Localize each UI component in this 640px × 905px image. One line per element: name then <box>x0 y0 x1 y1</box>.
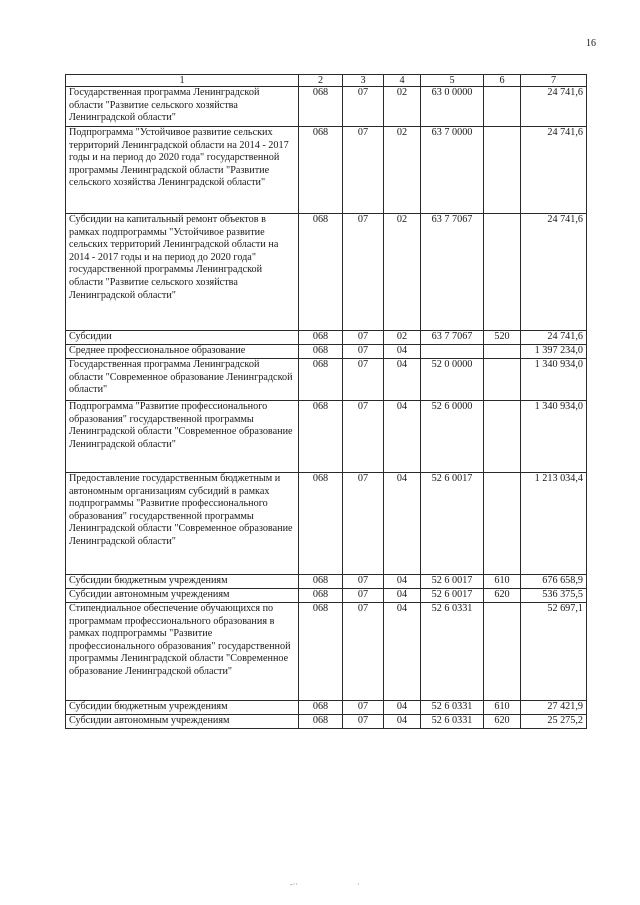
amount: 24 741,6 <box>521 87 587 127</box>
expense-type <box>484 127 521 214</box>
target-article: 52 6 0017 <box>421 575 484 589</box>
column-header: 1 <box>66 75 299 87</box>
section-code: 07 <box>343 127 384 214</box>
table-row <box>66 715 587 729</box>
amount: 24 741,6 <box>521 214 587 331</box>
expense-type <box>484 603 521 701</box>
expense-type <box>484 87 521 127</box>
subsection-code: 04 <box>384 473 421 575</box>
ministry-code: 068 <box>299 331 343 345</box>
ministry-code: 068 <box>299 127 343 214</box>
subsection-code: 02 <box>384 331 421 345</box>
target-article: 63 7 0000 <box>421 127 484 214</box>
column-header: 7 <box>521 75 587 87</box>
table-row <box>66 331 587 345</box>
item-name: Государственная программа Ленинградской области "Развитие сельского хозяйства Ленинградской области" <box>66 87 299 127</box>
header-row <box>66 75 587 87</box>
subsection-code: 02 <box>384 87 421 127</box>
amount: 1 340 934,0 <box>521 359 587 401</box>
item-name: Стипендиальное обеспечение обучающихся по программам профессионального образования в рамках подпрограммы "Развитие профессионального образования" государственной программы Ленинградской области "Современное образование Ленинградской области" <box>66 603 299 701</box>
subsection-code: 02 <box>384 127 421 214</box>
amount: 1 213 034,4 <box>521 473 587 575</box>
target-article: 63 0 0000 <box>421 87 484 127</box>
ministry-code: 068 <box>299 473 343 575</box>
target-article: 52 6 0017 <box>421 473 484 575</box>
amount: 1 397 234,0 <box>521 345 587 359</box>
subsection-code: 04 <box>384 603 421 701</box>
table-row <box>66 359 587 401</box>
table-row <box>66 603 587 701</box>
expense-type <box>484 401 521 473</box>
table-row <box>66 575 587 589</box>
ministry-code: 068 <box>299 359 343 401</box>
item-name: Субсидии на капитальный ремонт объектов в рамках подпрограммы "Устойчивое развитие сельских территорий Ленинградской области на 2014 - 2017 годы и на период до 2020 года" государственной программы Ленинградской области "Развитие сельского хозяйства Ленинградской области" <box>66 214 299 331</box>
column-header: 3 <box>343 75 384 87</box>
section-code: 07 <box>343 603 384 701</box>
table-row <box>66 701 587 715</box>
scan-mark: -·· <box>290 880 298 889</box>
section-code: 07 <box>343 715 384 729</box>
column-header: 4 <box>384 75 421 87</box>
subsection-code: 04 <box>384 589 421 603</box>
table-row <box>66 401 587 473</box>
expense-type: 620 <box>484 715 521 729</box>
expense-type: 620 <box>484 589 521 603</box>
item-name: Субсидии <box>66 331 299 345</box>
target-article: 52 0 0000 <box>421 359 484 401</box>
section-code: 07 <box>343 87 384 127</box>
ministry-code: 068 <box>299 715 343 729</box>
section-code: 07 <box>343 589 384 603</box>
amount: 24 741,6 <box>521 331 587 345</box>
column-header: 5 <box>421 75 484 87</box>
page-number: 16 <box>586 38 596 49</box>
ministry-code: 068 <box>299 701 343 715</box>
item-name: Среднее профессиональное образование <box>66 345 299 359</box>
item-name: Субсидии бюджетным учреждениям <box>66 575 299 589</box>
ministry-code: 068 <box>299 575 343 589</box>
subsection-code: 04 <box>384 715 421 729</box>
ministry-code: 068 <box>299 214 343 331</box>
target-article: 63 7 7067 <box>421 214 484 331</box>
amount: 52 697,1 <box>521 603 587 701</box>
scan-mark: · <box>357 880 360 889</box>
section-code: 07 <box>343 473 384 575</box>
item-name: Предоставление государственным бюджетным и автономным организациям субсидий в рамках подпрограммы "Развитие профессионального образования" государственной программы Ленинградской области "Современное образование Ленинградской области" <box>66 473 299 575</box>
subsection-code: 02 <box>384 214 421 331</box>
ministry-code: 068 <box>299 589 343 603</box>
amount: 676 658,9 <box>521 575 587 589</box>
budget-table <box>65 74 587 729</box>
target-article: 52 6 0331 <box>421 715 484 729</box>
table-row <box>66 473 587 575</box>
item-name: Государственная программа Ленинградской области "Современное образование Ленинградской области" <box>66 359 299 401</box>
table-row <box>66 127 587 214</box>
expense-type <box>484 345 521 359</box>
expense-type <box>484 359 521 401</box>
amount: 24 741,6 <box>521 127 587 214</box>
amount: 27 421,9 <box>521 701 587 715</box>
table-row <box>66 87 587 127</box>
subsection-code: 04 <box>384 345 421 359</box>
section-code: 07 <box>343 575 384 589</box>
item-name: Подпрограмма "Устойчивое развитие сельских территорий Ленинградской области на 2014 - 2017 годы и на период до 2020 года" государственной программы Ленинградской области "Развитие сельского хозяйства Ленинградской области" <box>66 127 299 214</box>
item-name: Субсидии бюджетным учреждениям <box>66 701 299 715</box>
item-name: Субсидии автономным учреждениям <box>66 715 299 729</box>
expense-type: 610 <box>484 701 521 715</box>
subsection-code: 04 <box>384 359 421 401</box>
ministry-code: 068 <box>299 401 343 473</box>
section-code: 07 <box>343 401 384 473</box>
target-article: 52 6 0017 <box>421 589 484 603</box>
item-name: Подпрограмма "Развитие профессионального образования" государственной программы Ленинградской области "Современное образование Ленинградской области" <box>66 401 299 473</box>
expense-type: 520 <box>484 331 521 345</box>
subsection-code: 04 <box>384 575 421 589</box>
target-article: 52 6 0331 <box>421 701 484 715</box>
section-code: 07 <box>343 345 384 359</box>
target-article: 63 7 7067 <box>421 331 484 345</box>
column-header: 2 <box>299 75 343 87</box>
amount: 536 375,5 <box>521 589 587 603</box>
target-article: 52 6 0000 <box>421 401 484 473</box>
item-name: Субсидии автономным учреждениям <box>66 589 299 603</box>
table-row <box>66 345 587 359</box>
table-row <box>66 214 587 331</box>
amount: 25 275,2 <box>521 715 587 729</box>
ministry-code: 068 <box>299 87 343 127</box>
expense-type: 610 <box>484 575 521 589</box>
ministry-code: 068 <box>299 603 343 701</box>
section-code: 07 <box>343 359 384 401</box>
amount: 1 340 934,0 <box>521 401 587 473</box>
section-code: 07 <box>343 701 384 715</box>
subsection-code: 04 <box>384 701 421 715</box>
section-code: 07 <box>343 214 384 331</box>
table-row <box>66 589 587 603</box>
column-header: 6 <box>484 75 521 87</box>
target-article <box>421 345 484 359</box>
expense-type <box>484 473 521 575</box>
target-article: 52 6 0331 <box>421 603 484 701</box>
ministry-code: 068 <box>299 345 343 359</box>
section-code: 07 <box>343 331 384 345</box>
expense-type <box>484 214 521 331</box>
subsection-code: 04 <box>384 401 421 473</box>
